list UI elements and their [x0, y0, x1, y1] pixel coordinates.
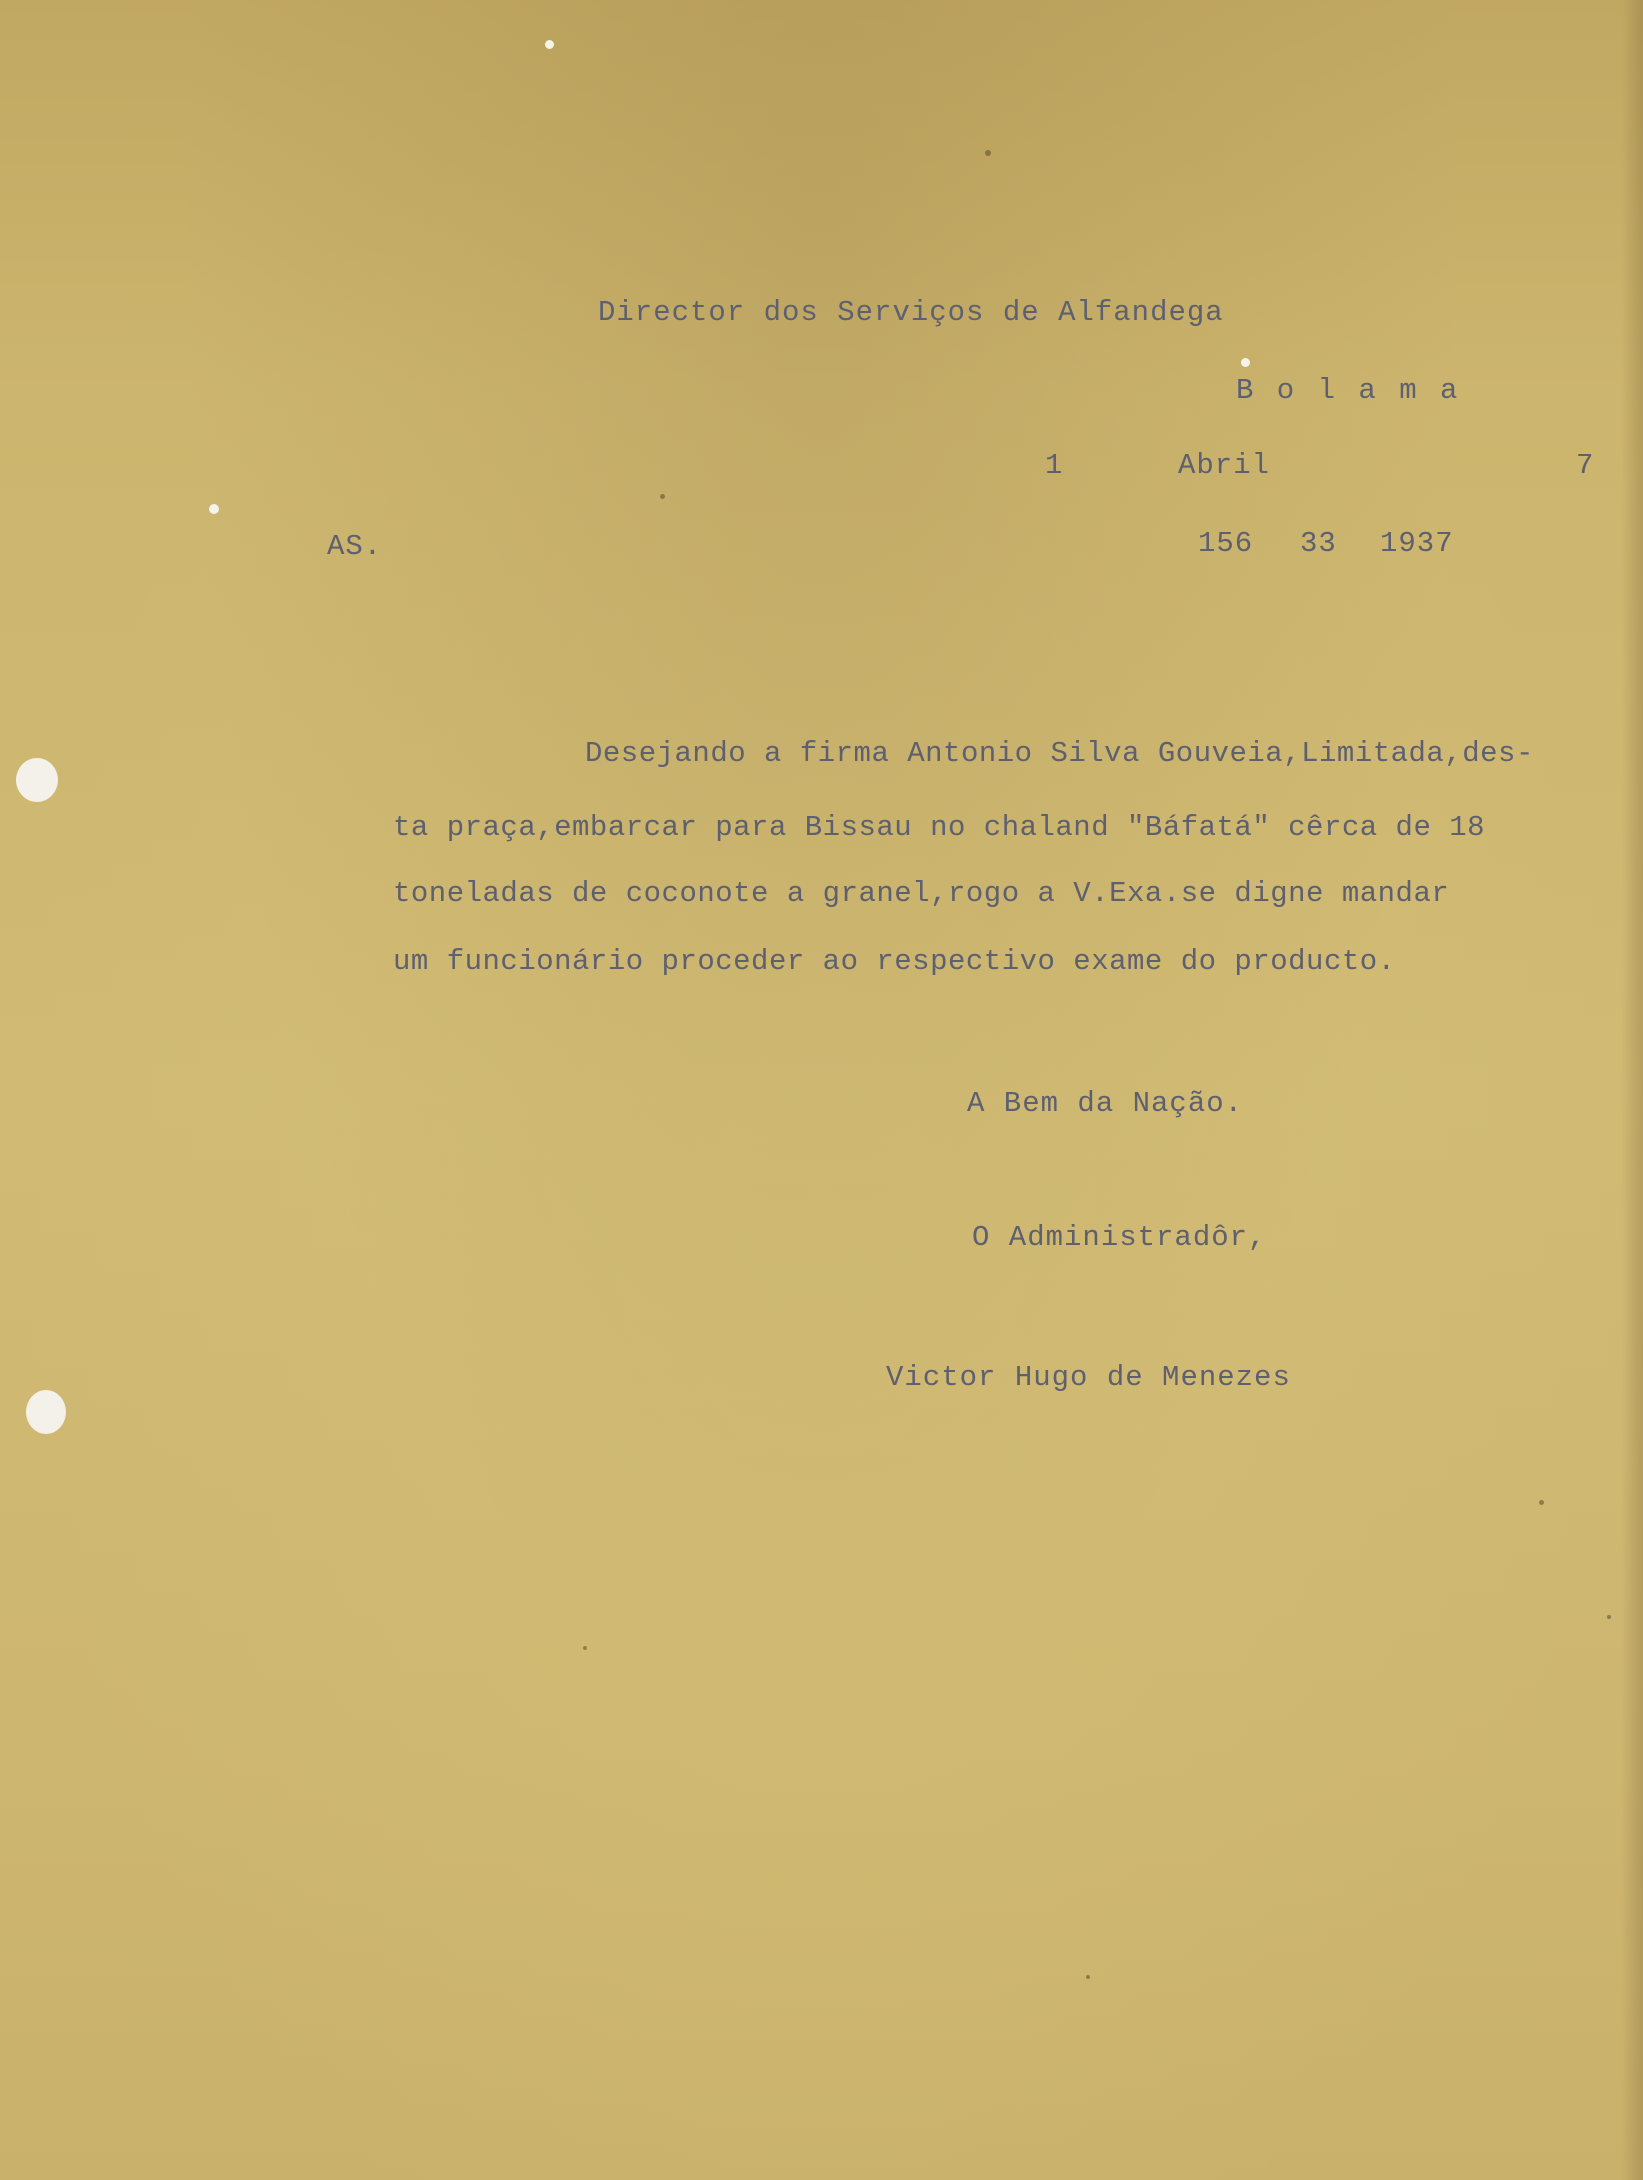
date-day: 1: [1045, 449, 1064, 482]
paper-dot: [1607, 1615, 1611, 1619]
reference-left: AS.: [327, 530, 383, 563]
body-line-4: um funcionário proceder ao respectivo exame do producto.: [393, 945, 1396, 978]
paper-dot: [660, 494, 665, 499]
reference-number: 156: [1198, 527, 1254, 560]
paper-speck: [209, 504, 219, 514]
paper-speck: [1241, 358, 1250, 367]
body-line-1: Desejando a firma Antonio Silva Gouveia,Limitada,des-: [585, 737, 1534, 770]
date-month: Abril: [1178, 449, 1271, 482]
paper-dot: [985, 150, 991, 156]
page-edge-shadow: [1621, 0, 1643, 2180]
body-line-3: toneladas de coconote a granel,rogo a V.Exa.se digne mandar: [393, 877, 1450, 910]
punch-hole-bottom: [26, 1390, 66, 1434]
date-extra: 7: [1576, 449, 1595, 482]
signature-title: O Administradôr,: [972, 1221, 1267, 1254]
body-line-2: ta praça,embarcar para Bissau no chaland "Báfatá" cêrca de 18: [393, 811, 1486, 844]
punch-hole-top: [16, 758, 58, 802]
paper-dot: [1086, 1975, 1090, 1979]
reference-series: 33: [1300, 527, 1337, 560]
paper-dot: [1539, 1500, 1544, 1505]
closing-line: A Bem da Nação.: [967, 1087, 1244, 1120]
signature-name: Victor Hugo de Menezes: [886, 1361, 1291, 1394]
reference-year: 1937: [1380, 527, 1454, 560]
paper-speck: [545, 40, 554, 49]
paper-dot: [583, 1646, 587, 1650]
recipient-line: Director dos Serviços de Alfandega: [598, 296, 1224, 329]
place-line: B o l a m a: [1236, 374, 1461, 407]
